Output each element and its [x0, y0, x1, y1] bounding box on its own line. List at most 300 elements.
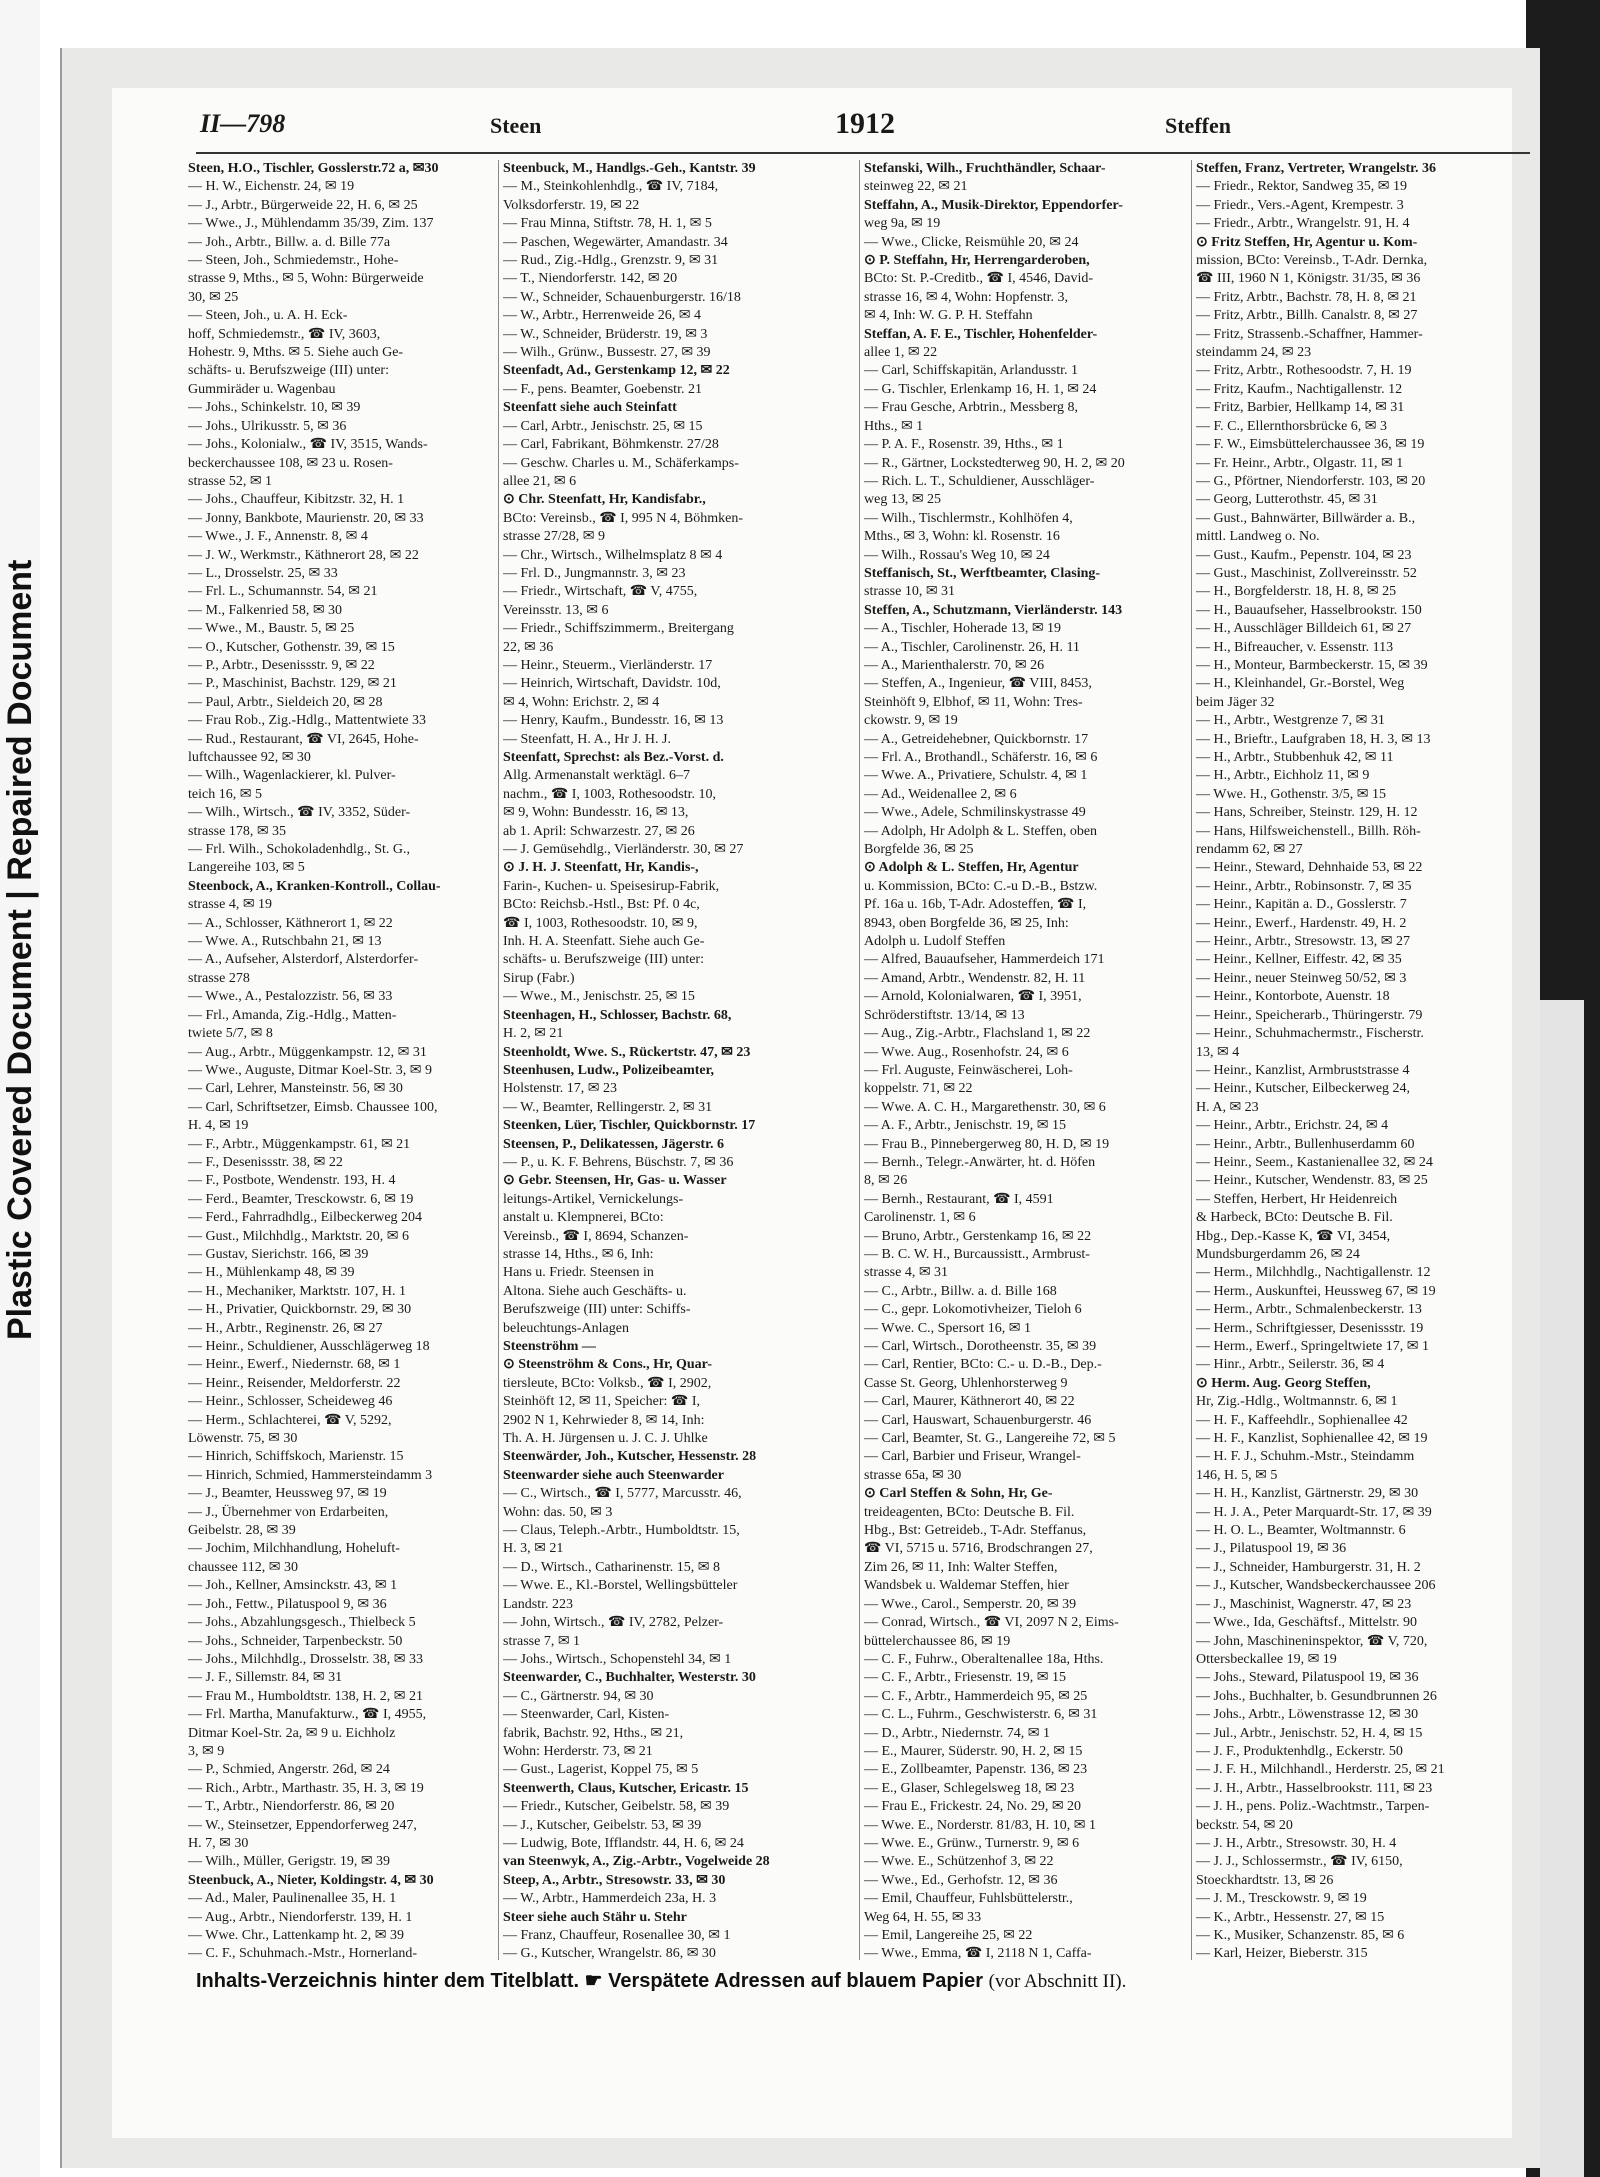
directory-entry-line: ✉ 4, Wohn: Erichstr. 2, ✉ 4 [503, 694, 660, 710]
directory-entry-line: — Heinr., Kanzlist, Armbruststrasse 4 [1196, 1062, 1410, 1078]
directory-column-2 [503, 160, 855, 1960]
column-divider [498, 160, 499, 1960]
directory-entry-line: — Wwe. A. C. H., Margarethenstr. 30, ✉ 6 [864, 1099, 1106, 1115]
directory-entry-line: — C. F., Arbtr., Friesenstr. 19, ✉ 15 [864, 1670, 1066, 1686]
directory-entry-line: — Herm., Ewerf., Springeltwiete 17, ✉ 1 [1196, 1339, 1429, 1354]
directory-entry-line: — A., Getreidehebner, Quickbornstr. 17 [864, 731, 1089, 747]
directory-entry-line: — Frau B., Pinnebergerweg 80, H. D, ✉ 19 [864, 1136, 1110, 1152]
directory-entry-line: — Fritz, Barbier, Hellkamp 14, ✉ 31 [1196, 400, 1405, 416]
column-divider [1191, 160, 1192, 1960]
directory-entry-line: Steinhöft 12, ✉ 11, Speicher: ☎ I, [503, 1394, 701, 1410]
directory-entry-line: Steenken, Lüer, Tischler, Quickbornstr. 17 [503, 1118, 756, 1134]
directory-entry-line: — Jochim, Milchhandlung, Hoheluft- [188, 1541, 400, 1557]
directory-entry-line: ab 1. April: Schwarzestr. 27, ✉ 26 [503, 823, 695, 839]
directory-entry-line: — Aug., Arbtr., Niendorferstr. 139, H. 1 [188, 1909, 413, 1925]
directory-entry-line: — Claus, Teleph.-Arbtr., Humboldtstr. 15, [503, 1523, 740, 1539]
directory-entry-line: — Fr. Heinr., Arbtr., Olgastr. 11, ✉ 1 [1196, 455, 1404, 471]
directory-entry-line: — Bernh., Telegr.-Anwärter, ht. d. Höfen [864, 1154, 1096, 1170]
directory-entry-line: — H., Arbtr., Stubbenhuk 42, ✉ 11 [1196, 750, 1394, 765]
directory-entry-line: twiete 5/7, ✉ 8 [188, 1026, 273, 1042]
directory-entry-line: Mths., ✉ 3, Wohn: kl. Rosenstr. 16 [864, 529, 1060, 545]
directory-entry-line: — Carl, Barbier und Friseur, Wrangel- [864, 1449, 1081, 1465]
directory-entry-line: — Heinr., Steuerm., Vierländerstr. 17 [503, 657, 713, 673]
directory-entry-line: — Wwe. E., Norderstr. 81/83, H. 10, ✉ 1 [864, 1817, 1096, 1833]
directory-entry-line: — Wilh., Grünw., Bussestr. 27, ✉ 39 [503, 345, 711, 361]
directory-entry-line: Steffahn, A., Musik-Direktor, Eppendorfer- [864, 197, 1123, 213]
directory-entry-line: H. 7, ✉ 30 [188, 1835, 249, 1851]
directory-entry-line: — Alfred, Bauaufseher, Hammerdeich 171 [864, 952, 1105, 968]
directory-entry-line: Steen, H.O., Tischler, Gosslerstr.72 a, ✉30 [188, 161, 439, 176]
directory-entry-line: — Friedr., Schiffszimmerm., Breitergang [503, 621, 734, 637]
directory-entry-line: Ditmar Koel-Str. 2a, ✉ 9 u. Eichholz [188, 1725, 396, 1741]
directory-entry-line: Hths., ✉ 1 [864, 418, 924, 434]
directory-entry-line: — J., Kutscher, Geibelstr. 53, ✉ 39 [503, 1817, 702, 1833]
directory-entry-line: Weg 64, H. 55, ✉ 33 [864, 1909, 982, 1925]
year-title: 1912 [835, 107, 895, 140]
directory-entry-line: strasse 178, ✉ 35 [188, 823, 287, 839]
directory-entry-line: Steenwarder siehe auch Steenwarder [503, 1467, 724, 1483]
directory-entry-line: — D., Wirtsch., Catharinenstr. 15, ✉ 8 [503, 1559, 720, 1575]
directory-entry-line: — G., Kutscher, Wrangelstr. 86, ✉ 30 [503, 1946, 716, 1960]
directory-entry-line: Steenwarder, C., Buchhalter, Westerstr. 30 [503, 1670, 756, 1686]
directory-entry-line: weg 13, ✉ 25 [864, 492, 942, 508]
directory-entry-line: — Paul, Arbtr., Sieldeich 20, ✉ 28 [188, 694, 383, 710]
directory-entry-line: — A., Schlosser, Käthnerort 1, ✉ 22 [188, 915, 393, 931]
directory-entry-line: — Bruno, Arbtr., Gerstenkamp 16, ✉ 22 [864, 1228, 1092, 1244]
directory-entry-line: strasse 7, ✉ 1 [503, 1633, 581, 1649]
directory-entry-line: Pf. 16a u. 16b, T-Adr. Adosteffen, ☎ I, [864, 897, 1087, 913]
directory-column-3 [864, 160, 1186, 1960]
directory-entry-line: Wohn: das. 50, ✉ 3 [503, 1504, 613, 1520]
directory-entry-line: — C. F., Arbtr., Hammerdeich 95, ✉ 25 [864, 1688, 1088, 1704]
directory-entry-line: — Johs., Schinkelstr. 10, ✉ 39 [188, 400, 361, 416]
directory-entry-line: — J., Beamter, Heussweg 97, ✉ 19 [188, 1486, 387, 1502]
directory-entry-line: — Carl, Schiffskapitän, Arlandusstr. 1 [864, 363, 1078, 379]
directory-entry-line: — Steen, Joh., Schmiedemstr., Hohe- [188, 253, 399, 269]
directory-entry-line: Löwenstr. 75, ✉ 30 [188, 1431, 298, 1447]
directory-entry-line: — Johs., Arbtr., Löwenstrasse 12, ✉ 30 [1196, 1707, 1419, 1723]
directory-entry-line: — Joh., Kellner, Amsinckstr. 43, ✉ 1 [188, 1578, 398, 1594]
directory-entry-line: fabrik, Bachstr. 92, Hths., ✉ 21, [503, 1725, 684, 1741]
directory-entry-line: — Wwe. A., Rutschbahn 21, ✉ 13 [188, 934, 382, 950]
directory-entry-line: Allg. Armenanstalt werktägl. 6–7 [503, 768, 691, 784]
directory-entry-line: Steffanisch, St., Werftbeamter, Clasing- [864, 565, 1101, 581]
directory-entry-line: — Frau E., Frickestr. 24, No. 29, ✉ 20 [864, 1799, 1082, 1815]
directory-entry-line: — M., Falkenried 58, ✉ 30 [188, 602, 343, 618]
directory-entry-line: — Herm., Milchhdlg., Nachtigallenstr. 12 [1196, 1265, 1431, 1281]
directory-entry-line: — Friedr., Wirtschaft, ☎ V, 4755, [503, 584, 698, 600]
directory-entry-line: — Heinr., Kontorbote, Auenstr. 18 [1196, 989, 1390, 1005]
directory-entry-line: — Wwe., Ida, Geschäftsf., Mittelstr. 90 [1196, 1615, 1417, 1631]
directory-entry-line: mission, BCto: Vereinsb., T-Adr. Dernka, [1196, 253, 1428, 269]
directory-entry-line: — Gustav, Sierichstr. 166, ✉ 39 [188, 1246, 369, 1262]
directory-entry-line: — Wwe., Adele, Schmilinskystrasse 49 [864, 805, 1086, 821]
directory-entry-line: Vereinsb., ☎ I, 8694, Schanzen- [503, 1228, 689, 1244]
directory-entry-line: — Frl., Amanda, Zig.-Hdlg., Matten- [188, 1007, 397, 1023]
directory-entry-line: Stefanski, Wilh., Fruchthändler, Schaar- [864, 161, 1106, 176]
directory-entry-line: — Steenwarder, Carl, Kisten- [503, 1707, 670, 1723]
directory-entry-line: — Gust., Kaufm., Pepenstr. 104, ✉ 23 [1196, 547, 1412, 563]
directory-entry-line: — Heinr., Arbtr., Bullenhuserdamm 60 [1196, 1136, 1415, 1152]
directory-entry-line: beckerchaussee 108, ✉ 23 u. Rosen- [188, 455, 393, 471]
directory-entry-line: Steffan, A. F. E., Tischler, Hohenfelder- [864, 326, 1098, 342]
directory-entry-line: ✉ 4, Inh: W. G. P. H. Steffahn [864, 308, 1033, 324]
directory-entry-line: Ottersbeckallee 19, ✉ 19 [1196, 1651, 1337, 1667]
directory-entry-line: — J. M., Tresckowstr. 9, ✉ 19 [1196, 1891, 1367, 1907]
directory-entry-line: H. 3, ✉ 21 [503, 1541, 564, 1557]
directory-entry-line: ⊙ Herm. Aug. Georg Steffen, [1196, 1375, 1371, 1391]
directory-entry-line: Steenbock, A., Kranken-Kontroll., Collau- [188, 878, 441, 894]
directory-entry-line: — Carl, Wirtsch., Dorotheenstr. 35, ✉ 39 [864, 1339, 1097, 1354]
directory-entry-line: — Johs., Buchhalter, b. Gesundbrunnen 26 [1196, 1688, 1437, 1704]
directory-entry-line: strasse 16, ✉ 4, Wohn: Hopfenstr. 3, [864, 289, 1068, 305]
directory-entry-line: — John, Maschineninspektor, ☎ V, 720, [1196, 1633, 1428, 1649]
directory-entry-line: — H., Bifreaucher, v. Essenstr. 113 [1196, 639, 1394, 655]
directory-entry-line: — A., Aufseher, Alsterdorf, Alsterdorfer- [188, 952, 419, 968]
directory-entry-line: weg 9a, ✉ 19 [864, 216, 941, 232]
directory-entry-line: — P. A. F., Rosenstr. 39, Hths., ✉ 1 [864, 437, 1064, 453]
directory-entry-line: steindamm 24, ✉ 23 [1196, 345, 1312, 361]
directory-entry-line: strasse 14, Hths., ✉ 6, Inh: [503, 1246, 654, 1262]
directory-entry-line: ⊙ J. H. J. Steenfatt, Hr, Kandis-, [503, 860, 699, 876]
directory-entry-line: — Wilh., Tischlermstr., Kohlhöfen 4, [864, 510, 1073, 526]
directory-entry-line: — Wwe. E., Schützenhof 3, ✉ 22 [864, 1854, 1054, 1870]
directory-entry-line: Geibelstr. 28, ✉ 39 [188, 1523, 296, 1539]
directory-entry-line: — Wwe., Emma, ☎ I, 2118 N 1, Caffa- [864, 1946, 1092, 1960]
directory-entry-line: — D., Arbtr., Niedernstr. 74, ✉ 1 [864, 1725, 1050, 1741]
directory-entry-line: leitungs-Artikel, Vernickelungs- [503, 1191, 684, 1207]
directory-entry-line: — J. H., pens. Poliz.-Wachtmstr., Tarpen- [1196, 1799, 1430, 1815]
directory-entry-line: — F. W., Eimsbüttelerchaussee 36, ✉ 19 [1196, 437, 1425, 453]
directory-entry-line: — J., Kutscher, Wandsbeckerchaussee 206 [1196, 1578, 1436, 1594]
directory-entry-line: — Heinr., Kapitän a. D., Gosslerstr. 7 [1196, 897, 1407, 913]
directory-entry-line: — T., Arbtr., Niendorferstr. 86, ✉ 20 [188, 1799, 395, 1815]
directory-entry-line: Volksdorferstr. 19, ✉ 22 [503, 197, 640, 213]
directory-entry-line: — John, Wirtsch., ☎ IV, 2782, Pelzer- [503, 1615, 724, 1631]
directory-entry-line: schäfts- u. Berufszweige (III) unter: [188, 363, 389, 379]
directory-entry-line: — J. H., Arbtr., Stresowstr. 30, H. 4 [1196, 1835, 1397, 1851]
directory-entry-line: — Frl. Martha, Manufakturw., ☎ I, 4955, [188, 1707, 427, 1723]
directory-entry-line: steinweg 22, ✉ 21 [864, 179, 968, 195]
directory-entry-line: Steenhusen, Ludw., Polizeibeamter, [503, 1062, 715, 1078]
directory-entry-line: ⊙ Fritz Steffen, Hr, Agentur u. Kom- [1196, 234, 1418, 250]
directory-entry-line: — H. F. J., Schuhm.-Mstr., Steindamm [1196, 1449, 1415, 1465]
directory-entry-line: Gummiräder u. Wagenbau [188, 381, 336, 397]
footer-note: (vor Abschnitt II). [988, 1971, 1127, 1992]
directory-entry-line: — Carl, Arbtr., Jenischstr. 25, ✉ 15 [503, 418, 703, 434]
directory-entry-line: — F. C., Ellernthorsbrücke 6, ✉ 3 [1196, 418, 1388, 434]
directory-entry-line: — Heinr., neuer Steinweg 50/52, ✉ 3 [1196, 970, 1407, 986]
directory-entry-line: — G. Tischler, Erlenkamp 16, H. 1, ✉ 24 [864, 381, 1097, 397]
directory-entry-line: — Karl, Heizer, Bieberstr. 315 [1196, 1946, 1368, 1960]
directory-entry-line: — W., Schneider, Brüderstr. 19, ✉ 3 [503, 326, 708, 342]
directory-entry-line: — J., Maschinist, Wagnerstr. 47, ✉ 23 [1196, 1596, 1412, 1612]
directory-entry-line: rendamm 62, ✉ 27 [1196, 842, 1303, 858]
directory-entry-line: — Hinrich, Schmied, Hammersteindamm 3 [188, 1467, 433, 1483]
directory-entry-line: — H., Privatier, Quickbornstr. 29, ✉ 30 [188, 1302, 412, 1318]
directory-entry-line: — Steffen, Herbert, Hr Heidenreich [1196, 1191, 1398, 1207]
directory-entry-line: — Wwe., Clicke, Reismühle 20, ✉ 24 [864, 234, 1079, 250]
directory-entry-line: — Bernh., Restaurant, ☎ I, 4591 [864, 1191, 1054, 1207]
directory-entry-line: — Heinr., Arbtr., Erichstr. 24, ✉ 4 [1196, 1118, 1389, 1134]
directory-entry-line: — Chr., Wirtsch., Wilhelmsplatz 8 ✉ 4 [503, 547, 723, 563]
directory-entry-line: — A. F., Arbtr., Jenischstr. 19, ✉ 15 [864, 1118, 1066, 1134]
directory-entry-line: 2902 N 1, Kehrwieder 8, ✉ 14, Inh: [503, 1412, 705, 1428]
running-head-right: Steffen [1165, 113, 1231, 138]
directory-entry-line: strasse 278 [188, 970, 250, 986]
directory-entry-line: — H., Ausschläger Billdeich 61, ✉ 27 [1196, 621, 1412, 637]
directory-entry-line: — M., Steinkohlenhdlg., ☎ IV, 7184, [503, 179, 719, 195]
running-head-left: Steen [490, 113, 542, 138]
page-number: II—798 [200, 109, 286, 138]
pointing-hand-icon: ☛ [584, 1970, 609, 1992]
directory-entry-line: — Joh., Fettw., Pilatuspool 9, ✉ 36 [188, 1596, 387, 1612]
directory-entry-line: — H., Arbtr., Eichholz 11, ✉ 9 [1196, 768, 1370, 784]
directory-entry-line: — J. W., Werkmstr., Käthnerort 28, ✉ 22 [188, 547, 419, 563]
directory-entry-line: Hr, Zig.-Hdlg., Woltmannstr. 6, ✉ 1 [1196, 1394, 1398, 1410]
directory-entry-line: — C. F., Schuhmach.-Mstr., Hornerland- [188, 1946, 418, 1960]
directory-entry-line: Mundsburgerdamm 26, ✉ 24 [1196, 1246, 1360, 1262]
directory-entry-line: Steffen, A., Schutzmann, Vierländerstr. 143 [864, 602, 1123, 618]
directory-entry-line: mittl. Landweg o. No. [1196, 529, 1320, 545]
directory-entry-line: — W., Arbtr., Hammerdeich 23a, H. 3 [503, 1891, 717, 1907]
directory-entry-line: — Herm., Schlachterei, ☎ V, 5292, [188, 1412, 392, 1428]
directory-entry-line: — Frl. D., Jungmannstr. 3, ✉ 23 [503, 565, 686, 581]
directory-entry-line: — Hinr., Arbtr., Seilerstr. 36, ✉ 4 [1196, 1357, 1385, 1373]
directory-entry-line: — Wilh., Wagenlackierer, kl. Pulver- [188, 768, 396, 784]
directory-entry-line: — C. L., Fuhrm., Geschwisterstr. 6, ✉ 31 [864, 1707, 1098, 1723]
directory-entry-line: — Hinrich, Schiffskoch, Marienstr. 15 [188, 1449, 404, 1465]
directory-entry-line: Steer siehe auch Stähr u. Stehr [503, 1909, 687, 1925]
directory-entry-line: — H. J. A., Peter Marquardt-Str. 17, ✉ 39 [1196, 1504, 1432, 1520]
directory-entry-line: koppelstr. 71, ✉ 22 [864, 1081, 973, 1097]
directory-entry-line: — F., pens. Beamter, Goebenstr. 21 [503, 381, 702, 397]
directory-entry-line: — K., Arbtr., Hessenstr. 27, ✉ 15 [1196, 1909, 1385, 1925]
page-header [200, 105, 1530, 147]
directory-entry-line: — Conrad, Wirtsch., ☎ VI, 2097 N 2, Eims- [864, 1615, 1119, 1631]
directory-entry-line: — Jonny, Bankbote, Maurienstr. 20, ✉ 33 [188, 510, 424, 526]
directory-entry-line: — H., Arbtr., Westgrenze 7, ✉ 31 [1196, 713, 1385, 729]
directory-entry-line: 146, H. 5, ✉ 5 [1196, 1467, 1278, 1483]
directory-entry-line: — Gust., Bahnwärter, Billwärder a. B., [1196, 510, 1416, 526]
directory-entry-line: — J. F., Produktenhdlg., Eckerstr. 50 [1196, 1743, 1403, 1759]
directory-entry-line: — B. C. W. H., Burcaussistt., Armbrust- [864, 1246, 1090, 1262]
directory-entry-line: Stoeckhardtstr. 13, ✉ 26 [1196, 1872, 1334, 1888]
directory-entry-line: — Rud., Restaurant, ☎ VI, 2645, Hohe- [188, 731, 419, 747]
directory-entry-line: — Wilh., Müller, Gerigstr. 19, ✉ 39 [188, 1854, 391, 1870]
directory-entry-line: — Rich. L. T., Schuldiener, Ausschläger- [864, 473, 1095, 489]
directory-entry-line: Hohestr. 9, Mths. ✉ 5. Siehe auch Ge- [188, 345, 404, 361]
directory-column-1 [188, 160, 493, 1960]
directory-entry-line: Steenfatt, Sprechst: als Bez.-Vorst. d. [503, 750, 724, 765]
directory-entry-line: — Heinr., Reisender, Meldorferstr. 22 [188, 1375, 401, 1391]
directory-entry-line: — J. F., Sillemstr. 84, ✉ 31 [188, 1670, 343, 1686]
directory-entry-line: — J., Übernehmer von Erdarbeiten, [188, 1504, 389, 1520]
directory-entry-line: 8, ✉ 26 [864, 1173, 908, 1189]
directory-entry-line: — Carl, Beamter, St. G., Langereihe 72, ✉ 5 [864, 1431, 1116, 1447]
directory-entry-line: ⊙ Adolph & L. Steffen, Hr, Agentur [864, 860, 1079, 876]
directory-entry-line: Landstr. 223 [503, 1596, 573, 1612]
directory-entry-line: luftchaussee 92, ✉ 30 [188, 750, 311, 765]
column-divider [859, 160, 860, 1960]
footer-right: Verspätete Adressen auf blauem Papier [608, 1970, 984, 1992]
directory-entry-line: Holstenstr. 17, ✉ 23 [503, 1081, 618, 1097]
directory-entry-line: BCto: Vereinsb., ☎ I, 995 N 4, Böhmken- [503, 510, 744, 526]
directory-entry-line: büttelerchaussee 86, ✉ 19 [864, 1633, 1011, 1649]
directory-entry-line: — J., Arbtr., Bürgerweide 22, H. 6, ✉ 25 [188, 197, 418, 213]
directory-entry-line: Langereihe 103, ✉ 5 [188, 860, 305, 876]
directory-entry-line: Steenhagen, H., Schlosser, Bachstr. 68, [503, 1007, 732, 1023]
directory-entry-line: ✉ 9, Wohn: Bundesstr. 16, ✉ 13, [503, 805, 689, 821]
directory-entry-line: — Wwe., Auguste, Ditmar Koel-Str. 3, ✉ 9 [188, 1062, 433, 1078]
directory-entry-line: — Wwe., M., Jenischstr. 25, ✉ 15 [503, 989, 695, 1005]
directory-entry-line: hoff, Schmiedemstr., ☎ IV, 3603, [188, 326, 381, 342]
directory-entry-line: — W., Beamter, Rellingerstr. 2, ✉ 31 [503, 1099, 713, 1115]
directory-entry-line: — Wilh., Wirtsch., ☎ IV, 3352, Süder- [188, 805, 411, 821]
directory-entry-line: BCto: St. P.-Creditb., ☎ I, 4546, David- [864, 271, 1093, 287]
directory-entry-line: — H. O. L., Beamter, Woltmannstr. 6 [1196, 1523, 1406, 1539]
directory-entry-line: — Fritz, Arbtr., Billh. Canalstr. 8, ✉ 27 [1196, 308, 1418, 324]
directory-entry-line: Steenwärder, Joh., Kutscher, Hessenstr. 28 [503, 1449, 757, 1465]
directory-entry-line: chaussee 112, ✉ 30 [188, 1559, 298, 1575]
directory-entry-line: — F., Arbtr., Müggenkampstr. 61, ✉ 21 [188, 1136, 411, 1152]
directory-entry-line: Hans u. Friedr. Steensen in [503, 1265, 654, 1281]
directory-entry-line: — Frl. L., Schumannstr. 54, ✉ 21 [188, 584, 378, 600]
directory-entry-line: — Fritz, Kaufm., Nachtigallenstr. 12 [1196, 381, 1403, 397]
directory-entry-line: — Wwe., Carol., Semperstr. 20, ✉ 39 [864, 1596, 1077, 1612]
directory-entry-line: strasse 9, Mths., ✉ 5, Wohn: Bürgerweide [188, 271, 424, 287]
directory-entry-line: — Herm., Schriftgiesser, Desenissstr. 19 [1196, 1320, 1424, 1336]
directory-entry-line: — Heinr., Speicherarb., Thüringerstr. 79 [1196, 1007, 1423, 1023]
directory-entry-line: — Heinr., Schuldiener, Ausschlägerweg 18 [188, 1339, 430, 1354]
directory-entry-line: — Wwe. E., Kl.-Borstel, Wellingsbütteler [503, 1578, 738, 1594]
page-footer [196, 1968, 1530, 2002]
directory-entry-line: anstalt u. Klempnerei, BCto: [503, 1210, 664, 1226]
directory-entry-line: Carolinenstr. 1, ✉ 6 [864, 1210, 976, 1226]
directory-entry-line: — Carl, Schriftsetzer, Eimsb. Chaussee 100, [188, 1099, 438, 1115]
directory-entry-line: — H. H., Kanzlist, Gärtnerstr. 29, ✉ 30 [1196, 1486, 1419, 1502]
directory-entry-line: — C., gepr. Lokomotivheizer, Tieloh 6 [864, 1302, 1082, 1318]
directory-entry-line: — Frl. Wilh., Schokoladenhdlg., St. G., [188, 842, 411, 858]
directory-entry-line: u. Kommission, BCto: C.-u D.-B., Bstzw. [864, 878, 1098, 894]
directory-entry-line: beckstr. 54, ✉ 20 [1196, 1817, 1293, 1833]
directory-entry-line: — W., Steinsetzer, Eppendorferweg 247, [188, 1817, 417, 1833]
directory-entry-line: — J. H., Arbtr., Hasselbrookstr. 111, ✉ 23 [1196, 1780, 1433, 1796]
directory-entry-line: 22, ✉ 36 [503, 639, 554, 655]
directory-entry-line: van Steenwyk, A., Zig.-Arbtr., Vogelweide 28 [503, 1854, 770, 1870]
directory-entry-line: 30, ✉ 25 [188, 289, 239, 305]
directory-entry-line: ☎ I, 1003, Rothesoodstr. 10, ✉ 9, [503, 915, 698, 931]
directory-entry-line: — Ad., Weidenallee 2, ✉ 6 [864, 786, 1017, 802]
directory-entry-line: — Aug., Zig.-Arbtr., Flachsland 1, ✉ 22 [864, 1026, 1091, 1042]
directory-entry-line: — P., Maschinist, Bachstr. 129, ✉ 21 [188, 676, 397, 692]
directory-entry-line: — H., Arbtr., Reginenstr. 26, ✉ 27 [188, 1320, 383, 1336]
directory-entry-line: — Heinrich, Wirtschaft, Davidstr. 10d, [503, 676, 721, 692]
directory-entry-line: — E., Zollbeamter, Papenstr. 136, ✉ 23 [864, 1762, 1088, 1778]
directory-entry-line: — Ludwig, Bote, Ifflandstr. 44, H. 6, ✉ 24 [503, 1835, 744, 1851]
directory-entry-line: — Heinr., Arbtr., Robinsonstr. 7, ✉ 35 [1196, 878, 1412, 894]
directory-entry-line: 8943, oben Borgfelde 36, ✉ 25, Inh: [864, 915, 1069, 931]
directory-entry-line: ⊙ Carl Steffen & Sohn, Hr, Ge- [864, 1486, 1053, 1502]
directory-entry-line: Steenholdt, Wwe. S., Rückertstr. 47, ✉ 23 [503, 1044, 751, 1060]
directory-entry-line: allee 21, ✉ 6 [503, 473, 577, 489]
directory-entry-line: — P., Arbtr., Desenissstr. 9, ✉ 22 [188, 657, 375, 673]
directory-entry-line: strasse 10, ✉ 31 [864, 584, 956, 600]
directory-entry-line: nachm., ☎ I, 1003, Rothesoodstr. 10, [503, 786, 717, 802]
directory-entry-line: — F., Desenissstr. 38, ✉ 22 [188, 1154, 343, 1170]
directory-entry-line: — H., Mühlenkamp 48, ✉ 39 [188, 1265, 355, 1281]
directory-entry-line: — Carl, Hauswart, Schauenburgerstr. 46 [864, 1412, 1092, 1428]
directory-entry-line: — P., u. K. F. Behrens, Büschstr. 7, ✉ 36 [503, 1154, 734, 1170]
directory-entry-line: — J. J., Schlossermstr., ☎ IV, 6150, [1196, 1854, 1403, 1870]
directory-entry-line: Steenfadt, Ad., Gerstenkamp 12, ✉ 22 [503, 363, 730, 379]
directory-entry-line: BCto: Reichsb.-Hstl., Bst: Pf. 0 4c, [503, 897, 700, 913]
directory-entry-line: — Johs., Schneider, Tarpenbeckstr. 50 [188, 1633, 403, 1649]
directory-entry-line: — Franz, Chauffeur, Rosenallee 30, ✉ 1 [503, 1928, 731, 1943]
directory-entry-line: strasse 4, ✉ 31 [864, 1265, 949, 1281]
directory-entry-line: — H. F., Kanzlist, Sophienallee 42, ✉ 19 [1196, 1431, 1428, 1447]
directory-entry-line: — Carl, Fabrikant, Böhmkenstr. 27/28 [503, 437, 719, 453]
directory-entry-line: — Heinr., Kutscher, Wendenstr. 83, ✉ 25 [1196, 1173, 1428, 1189]
directory-entry-line: — Joh., Arbtr., Billw. a. d. Bille 77a [188, 234, 391, 250]
directory-entry-line: — J. F. H., Milchhandl., Herderstr. 25, ✉ 21 [1196, 1762, 1445, 1778]
directory-entry-line: — Wwe. C., Spersort 16, ✉ 1 [864, 1320, 1032, 1336]
directory-entry-line: — Friedr., Kutscher, Geibelstr. 58, ✉ 39 [503, 1799, 730, 1815]
directory-entry-line: — Heinr., Ewerf., Hardenstr. 49, H. 2 [1196, 915, 1407, 931]
directory-entry-line: — Johs., Wirtsch., Schopenstehl 34, ✉ 1 [503, 1651, 732, 1667]
directory-entry-line: — A., Marienthalerstr. 70, ✉ 26 [864, 657, 1045, 673]
directory-entry-line: Sirup (Fabr.) [503, 970, 575, 986]
directory-entry-line: — Johs., Chauffeur, Kibitzstr. 32, H. 1 [188, 492, 405, 508]
directory-entry-line: Steenwerth, Claus, Kutscher, Ericastr. 15 [503, 1780, 749, 1796]
directory-entry-line: ckowstr. 9, ✉ 19 [864, 713, 958, 729]
directory-entry-line: — Heinr., Arbtr., Stresowstr. 13, ✉ 27 [1196, 934, 1410, 950]
directory-entry-line: — Rud., Zig.-Hdlg., Grenzstr. 9, ✉ 31 [503, 253, 719, 269]
directory-entry-line: ⊙ P. Steffahn, Hr, Herrengarderoben, [864, 253, 1090, 269]
directory-entry-line: — C. F., Fuhrw., Oberaltenallee 18a, Hths. [864, 1651, 1104, 1667]
directory-entry-line: — Heinr., Schuhmachermstr., Fischerstr. [1196, 1026, 1424, 1042]
directory-entry-line: 3, ✉ 9 [188, 1743, 225, 1759]
directory-entry-line: — Arnold, Kolonialwaren, ☎ I, 3951, [864, 989, 1082, 1005]
directory-entry-line: — Adolph, Hr Adolph & L. Steffen, oben [864, 823, 1098, 839]
directory-entry-line: — O., Kutscher, Gothenstr. 39, ✉ 15 [188, 639, 395, 655]
directory-entry-line: — Gust., Lagerist, Koppel 75, ✉ 5 [503, 1762, 699, 1778]
directory-entry-line: — Fritz, Arbtr., Rothesoodstr. 7, H. 19 [1196, 363, 1412, 379]
directory-entry-line: — Steffen, A., Ingenieur, ☎ VIII, 8453, [864, 676, 1092, 692]
directory-entry-line: — J. Gemüsehdlg., Vierländerstr. 30, ✉ 27 [503, 842, 744, 858]
directory-entry-line: Inh. H. A. Steenfatt. Siehe auch Ge- [503, 934, 705, 950]
directory-entry-line: — W., Arbtr., Herrenweide 26, ✉ 4 [503, 308, 701, 324]
directory-entry-line: schäfts- u. Berufszweige (III) unter: [503, 952, 704, 968]
directory-entry-line: — Frl. Auguste, Feinwäscherei, Loh- [864, 1062, 1073, 1078]
directory-entry-line: — Ferd., Fahrradhdlg., Eilbeckerweg 204 [188, 1210, 423, 1226]
directory-entry-line: strasse 65a, ✉ 30 [864, 1467, 962, 1483]
directory-entry-line: Steenströhm — [503, 1339, 596, 1354]
directory-entry-line: — Wwe. A., Privatiere, Schulstr. 4, ✉ 1 [864, 768, 1088, 784]
directory-entry-line: — T., Niendorferstr. 142, ✉ 20 [503, 271, 678, 287]
directory-entry-line: Steenbuck, M., Handlgs.-Geh., Kantstr. 39 [503, 161, 756, 176]
directory-entry-line: — Herm., Arbtr., Schmalenbeckerstr. 13 [1196, 1302, 1422, 1318]
directory-entry-line: — Heinr., Ewerf., Niedernstr. 68, ✉ 1 [188, 1357, 401, 1373]
directory-entry-line: — Hans, Schreiber, Steinstr. 129, H. 12 [1196, 805, 1418, 821]
directory-entry-line: — K., Musiker, Schanzenstr. 85, ✉ 6 [1196, 1928, 1405, 1943]
directory-entry-line: — H., Brieftr., Laufgraben 18, H. 3, ✉ 13 [1196, 731, 1431, 747]
directory-entry-line: — Heinr., Seem., Kastanienallee 32, ✉ 24 [1196, 1154, 1433, 1170]
directory-entry-line: — Wwe., J. F., Annenstr. 8, ✉ 4 [188, 529, 368, 545]
directory-entry-line: — H. W., Eichenstr. 24, ✉ 19 [188, 179, 355, 195]
directory-entry-line: — Emil, Chauffeur, Fuhlsbüttelerstr., [864, 1891, 1073, 1907]
side-label: Plastic Covered Document | Repaired Document [1, 559, 39, 1340]
